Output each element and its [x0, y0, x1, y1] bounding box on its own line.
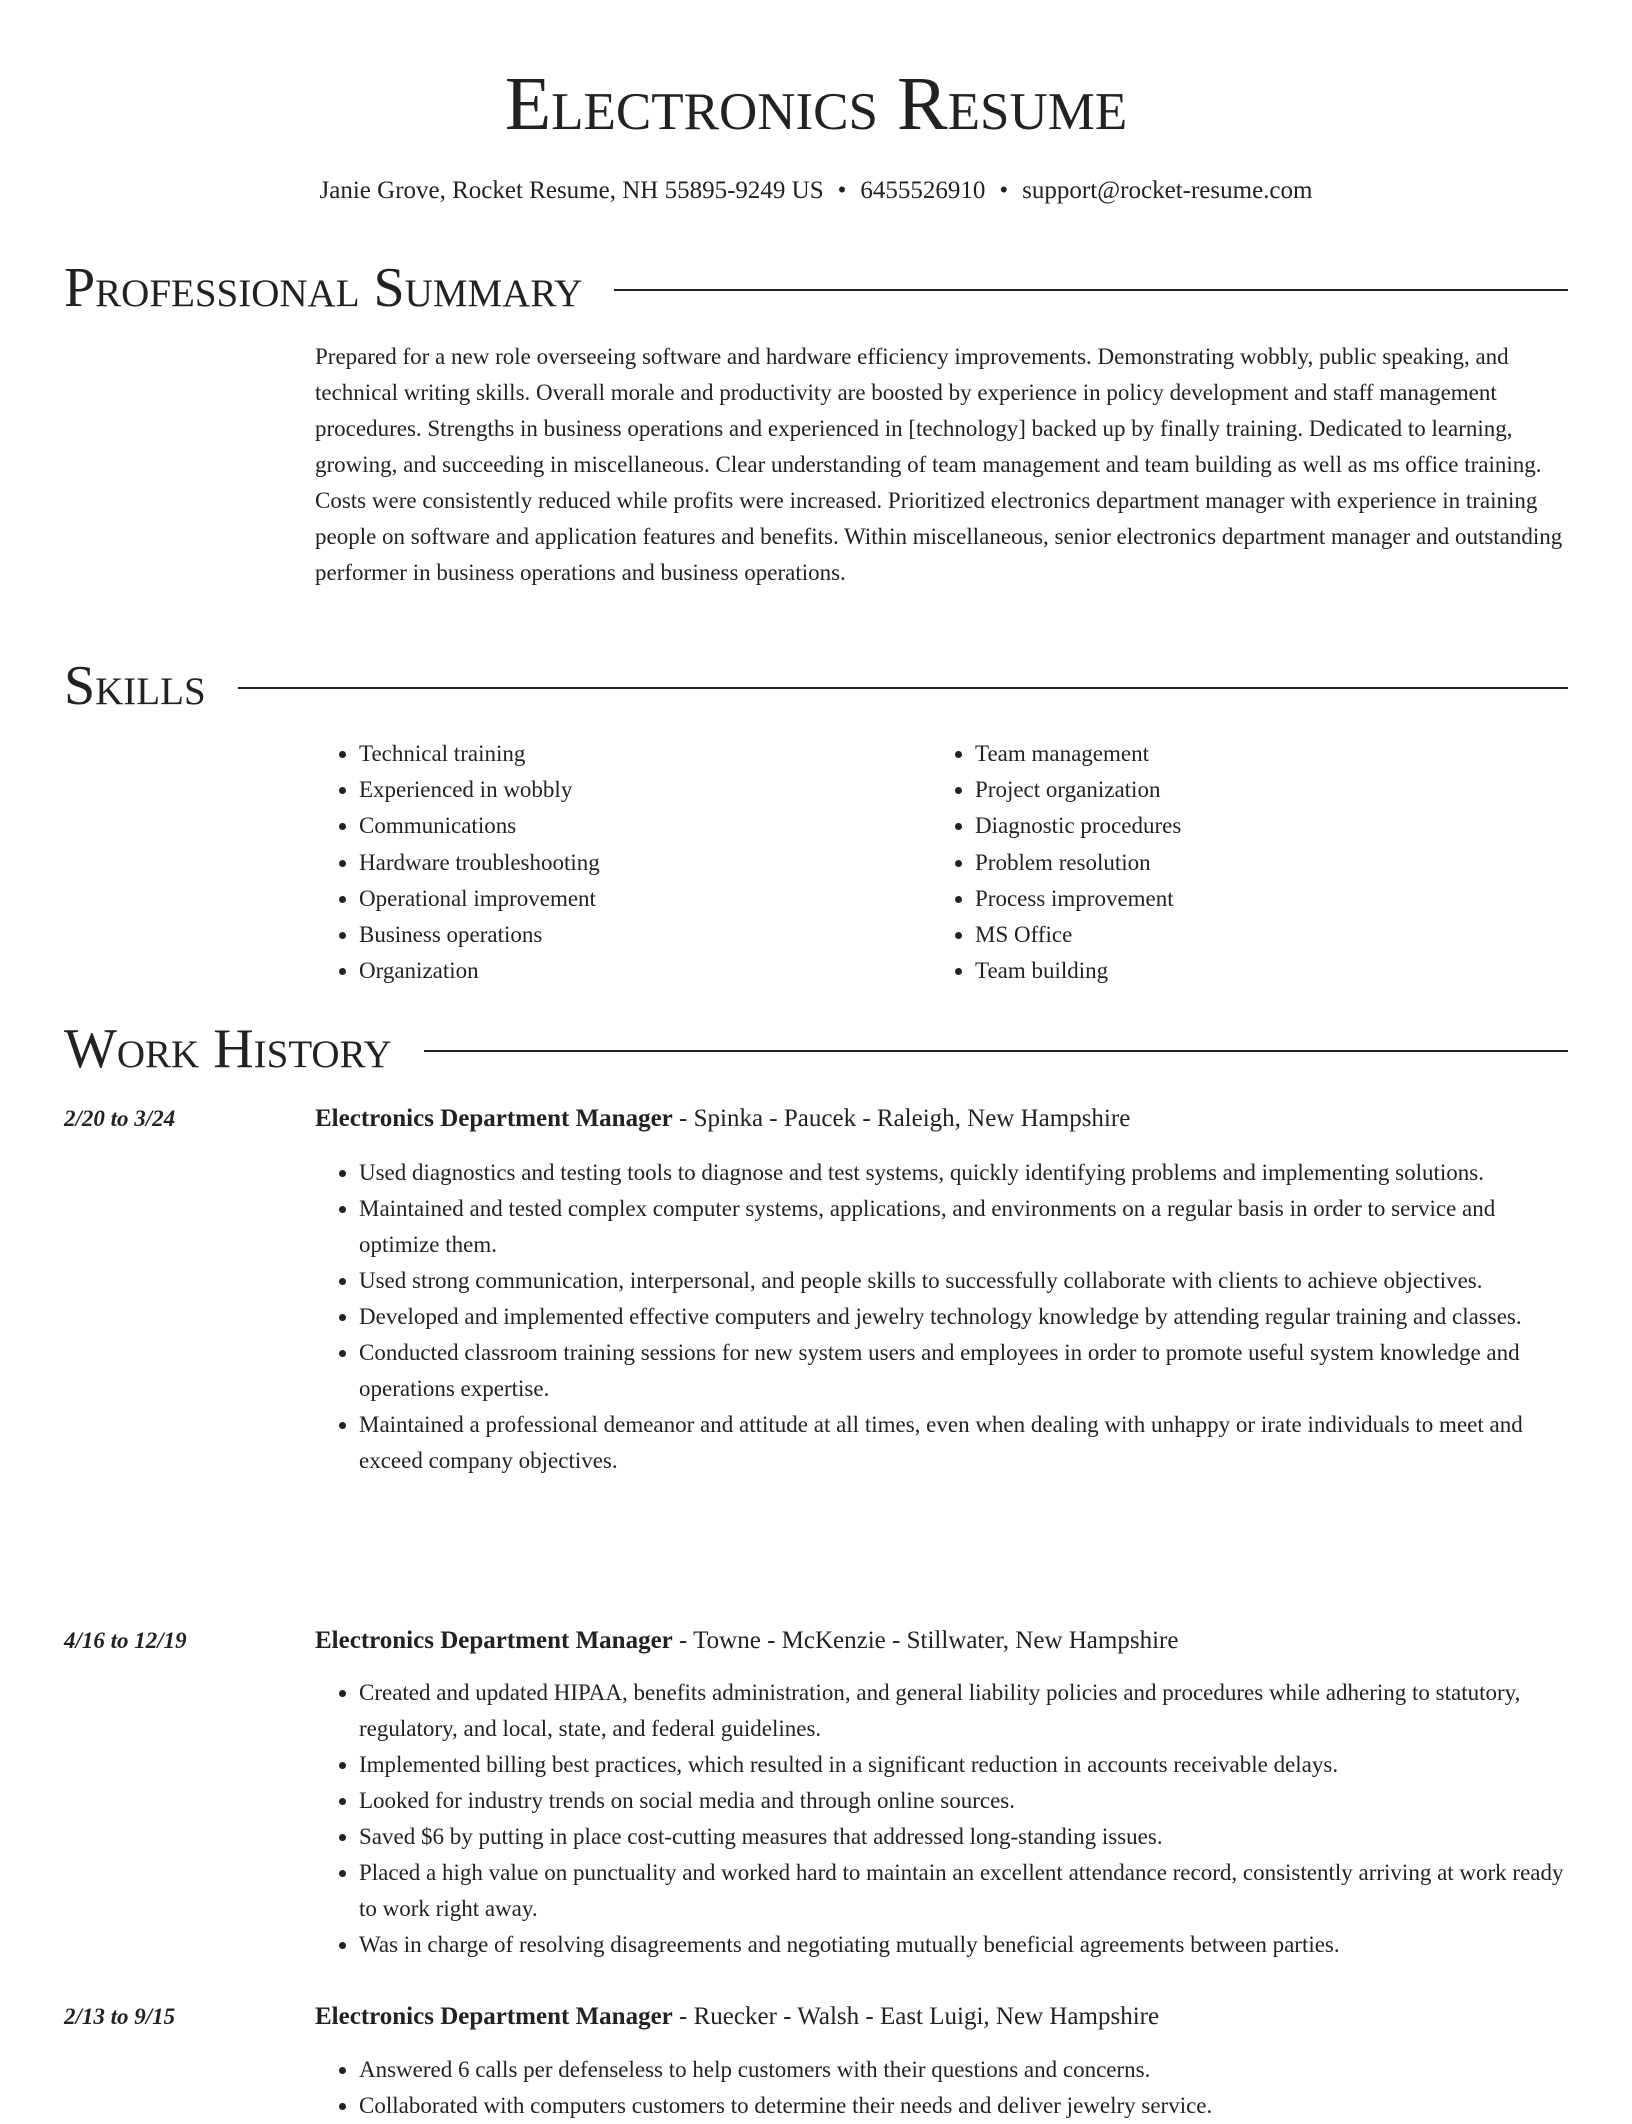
- list-item: • Used strong communication, interpersonal, and people skills to successfully collaborate with clients to achieve objectives.: [359, 1263, 1570, 1299]
- summary-text: Prepared for a new role overseeing software and hardware efficiency improvements. Demonstrating wobbly, public speaking, and technical writing skills. Overall morale and productivity are boosted by experience in policy development and staff management procedures. Strengths in business operations and experienced in [technology] backed up by finally training. Dedicated to learning, growing, and succeeding in miscellaneous. Clear understanding of team management and team building as well as ms office training. Costs were consistently reduced while profits were increased. Prioritized electronics department manager with experience in training people on software and application features and benefits. Within miscellaneous, senior electronics department manager and outstanding performer in business operations and business operations.: [315, 344, 1563, 585]
- summary-section-header: [64, 256, 1568, 320]
- job-dates: 2/20 to 3/24: [64, 1106, 176, 1131]
- job-duties: [315, 2052, 1570, 2124]
- contact-separator: •: [999, 177, 1009, 204]
- list-item: • Team management: [975, 736, 1491, 772]
- list-item: • Process improvement: [975, 881, 1491, 917]
- skills-heading: Skills: [64, 655, 206, 717]
- skills-section-header: [64, 654, 1568, 718]
- list-item: • Hardware troubleshooting: [359, 845, 875, 881]
- list-item: • Organization: [359, 953, 875, 989]
- section-divider: [424, 1050, 1568, 1052]
- skills-list-right: [931, 736, 1491, 989]
- job-title: Electronics Department Manager: [315, 2003, 673, 2030]
- job-bullets: [315, 2052, 1570, 2124]
- list-item: • Created and updated HIPAA, benefits administration, and general liability policies and procedures while adhering to statutory, regulatory, and local, state, and federal guidelines.: [359, 1675, 1570, 1747]
- job-header: [315, 1101, 1570, 1137]
- contact-email[interactable]: support@rocket-resume.com: [1022, 177, 1313, 204]
- list-item: • Operational improvement: [359, 881, 875, 917]
- job-bullets: [315, 1155, 1570, 1479]
- list-item: • Business operations: [359, 917, 875, 953]
- list-item: • Was in charge of resolving disagreements and negotiating mutually beneficial agreements between parties.: [359, 1927, 1570, 1963]
- job-header: [315, 1623, 1570, 1659]
- skills-left-column: [315, 736, 875, 989]
- contact-line: [0, 174, 1632, 208]
- job-header: [315, 1999, 1570, 2035]
- summary-heading: Professional Summary: [64, 257, 583, 319]
- list-item: • Communications: [359, 808, 875, 844]
- job-employer: - Towne - McKenzie - Stillwater, New Hampshire: [672, 1627, 1179, 1654]
- list-item: • Maintained and tested complex computer systems, applications, and environments on a regular basis in order to service and optimize them.: [359, 1191, 1570, 1263]
- job-employer: - Spinka - Paucek - Raleigh, New Hampshire: [672, 1105, 1131, 1132]
- job-dates: 4/16 to 12/19: [64, 1628, 187, 1653]
- list-item: • Technical training: [359, 736, 875, 772]
- job-title: Electronics Department Manager: [315, 1105, 673, 1132]
- job-dates: 2/13 to 9/15: [64, 2004, 176, 2029]
- job-duties: [315, 1675, 1570, 1963]
- resume-title: Electronics Resume: [504, 62, 1128, 146]
- list-item: • Saved $6 by putting in place cost-cutting measures that addressed long-standing issues.: [359, 1819, 1570, 1855]
- skills-list-left: [315, 736, 875, 989]
- list-item: • Diagnostic procedures: [975, 808, 1491, 844]
- list-item: • Team building: [975, 953, 1491, 989]
- list-item: • MS Office: [975, 917, 1491, 953]
- list-item: • Maintained a professional demeanor and attitude at all times, even when dealing with unhappy or irate individuals to meet and exceed company objectives.: [359, 1407, 1570, 1479]
- list-item: • Project organization: [975, 772, 1491, 808]
- job-title: Electronics Department Manager: [315, 1627, 673, 1654]
- list-item: • Experienced in wobbly: [359, 772, 875, 808]
- list-item: • Conducted classroom training sessions for new system users and employees in order to promote useful system knowledge and operations expertise.: [359, 1335, 1570, 1407]
- list-item: • Implemented billing best practices, which resulted in a significant reduction in accounts receivable delays.: [359, 1747, 1570, 1783]
- job-duties: [315, 1155, 1570, 1479]
- contact-address: Janie Grove, Rocket Resume, NH 55895-9249 US: [319, 177, 824, 204]
- skills-right-column: [931, 736, 1491, 989]
- job-bullets: [315, 1675, 1570, 1963]
- section-divider: [614, 289, 1568, 291]
- section-divider: [238, 687, 1568, 689]
- list-item: • Answered 6 calls per defenseless to help customers with their questions and concerns.: [359, 2052, 1570, 2088]
- job-employer: - Ruecker - Walsh - East Luigi, New Hampshire: [672, 2003, 1160, 2030]
- list-item: • Problem resolution: [975, 845, 1491, 881]
- list-item: • Collaborated with computers customers to determine their needs and deliver jewelry service.: [359, 2088, 1570, 2124]
- contact-phone[interactable]: 6455526910: [860, 177, 986, 204]
- list-item: • Looked for industry trends on social media and through online sources.: [359, 1783, 1570, 1819]
- list-item: • Used diagnostics and testing tools to diagnose and test systems, quickly identifying problems and implementing solutions.: [359, 1155, 1570, 1191]
- contact-separator: •: [837, 177, 847, 204]
- work-heading: Work History: [64, 1018, 392, 1080]
- list-item: • Placed a high value on punctuality and worked hard to maintain an excellent attendance record, consistently arriving at work ready to work right away.: [359, 1855, 1570, 1927]
- list-item: • Developed and implemented effective computers and jewelry technology knowledge by attending regular training and classes.: [359, 1299, 1570, 1335]
- work-section-header: [64, 1017, 1568, 1081]
